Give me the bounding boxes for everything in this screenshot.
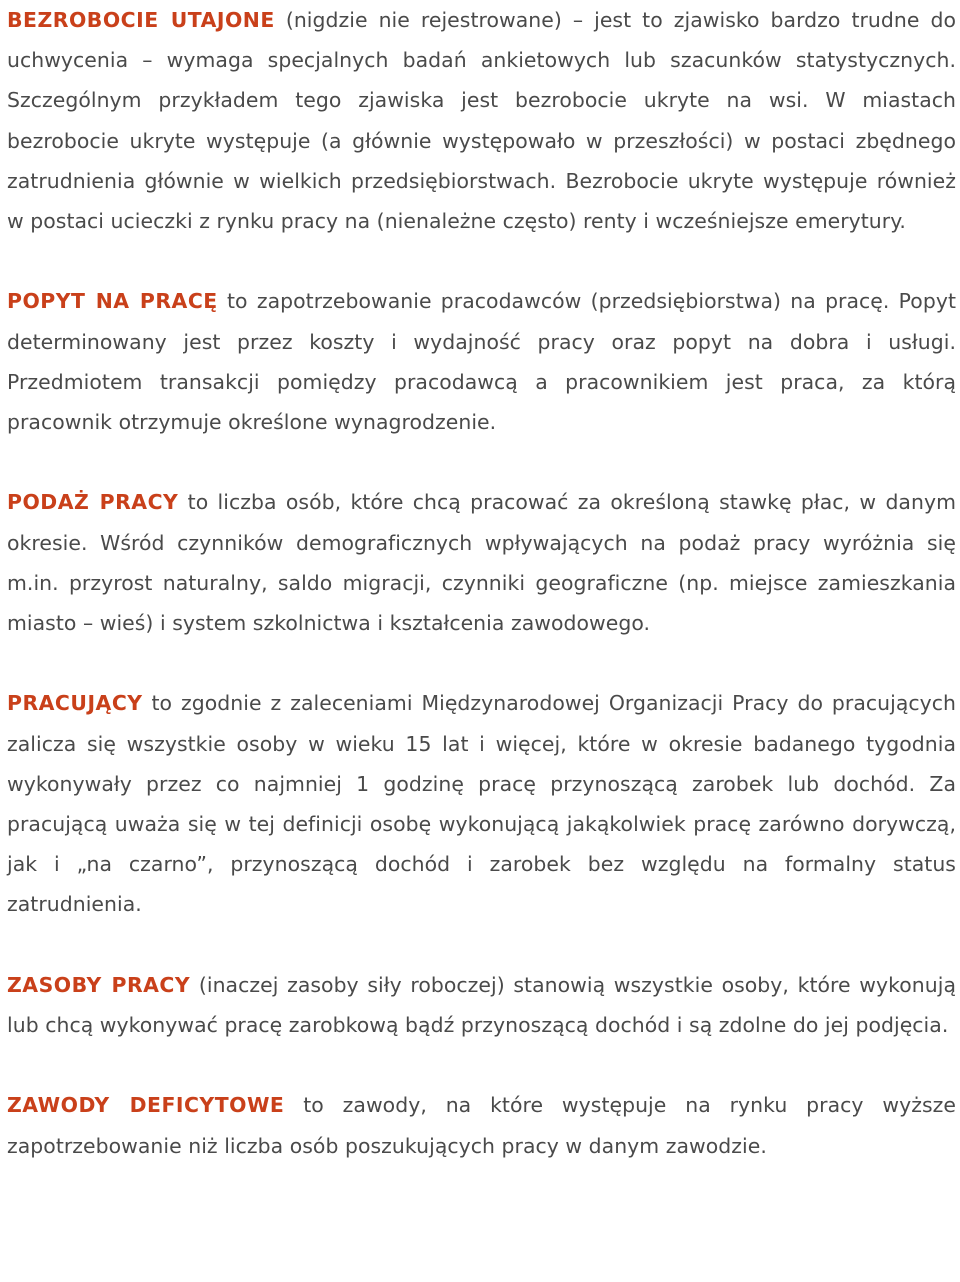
definition-pracujacy (7, 683, 956, 924)
definition-text: to zapotrzebowanie pracodawców (przedsiębiorstwa) na pracę. Popyt determinowany jest przez koszty i wydajność pracy oraz popyt na dobra i usługi. Przedmiotem transakcji pomiędzy pracodawcą a pracownikiem jest praca, za którą pracownik otrzymuje określone wynagrodzenie. (7, 289, 956, 435)
term-label: POPYT NA PRACĘ (7, 289, 218, 314)
term-label: PRACUJĄCY (7, 691, 143, 716)
definition-zawody-deficytowe (7, 1085, 956, 1165)
definition-podaz-pracy (7, 482, 956, 643)
term-label: BEZROBOCIE UTAJONE (7, 8, 275, 32)
definition-text: to zawody, na które występuje na rynku pracy wyższe zapotrzebowanie niż liczba osób poszukujących pracy w danym zawodzie. (7, 1093, 956, 1158)
definition-popyt-na-prace (7, 281, 956, 442)
definition-text: (inaczej zasoby siły roboczej) stanowią wszystkie osoby, które wykonują lub chcą wykonywać pracę zarobkową bądź przynoszącą dochód i są zdolne do jej podjęcia. (7, 972, 956, 1038)
definition-zasoby-pracy (7, 965, 956, 1045)
term-label: PODAŻ PRACY (7, 490, 179, 515)
term-label: ZAWODY DEFICYTOWE (7, 1093, 285, 1118)
definition-bezrobocie-utajone (7, 0, 956, 241)
definition-text: to zgodnie z zaleceniami Międzynarodowej Organizacji Pracy do pracujących zalicza się wszystkie osoby w wieku 15 lat i więcej, które w okresie badanego tygodnia wykonywały przez co najmniej 1 godzinę pracę przynoszącą zarobek lub dochód. Za pracującą uważa się w tej definicji osobę wykonującą jakąkolwiek pracę zarówno dorywczą, jak i „na czarno”, przynoszącą dochód i zarobek bez względu na formalny status zatrudnienia. (7, 691, 956, 917)
term-label: ZASOBY PRACY (7, 972, 191, 997)
definition-text: to liczba osób, które chcą pracować za określoną stawkę płac, w danym okresie. Wśród czynników demograficznych wpływających na podaż pracy wyróżnia się m.in. przyrost naturalny, saldo migracji, czynniki geograficzne (np. miejsce zamieszkania miasto – wieś) i system szkolnictwa i kształcenia zawodowego. (7, 490, 956, 636)
definition-text: (nigdzie nie rejestrowane) – jest to zjawisko bardzo trudne do uchwycenia – wymaga specjalnych badań ankietowych lub szacunków statystycznych. Szczególnym przykładem tego zjawiska jest bezrobocie ukryte na wsi. W miastach bezrobocie ukryte występuje (a głównie występowało w przeszłości) w postaci zbędnego zatrudnienia głównie w wielkich przedsiębiorstwach. Bezrobocie ukryte występuje również w postaci ucieczki z rynku pracy na (nienależne często) renty i wcześniejsze emerytury. (7, 8, 956, 234)
